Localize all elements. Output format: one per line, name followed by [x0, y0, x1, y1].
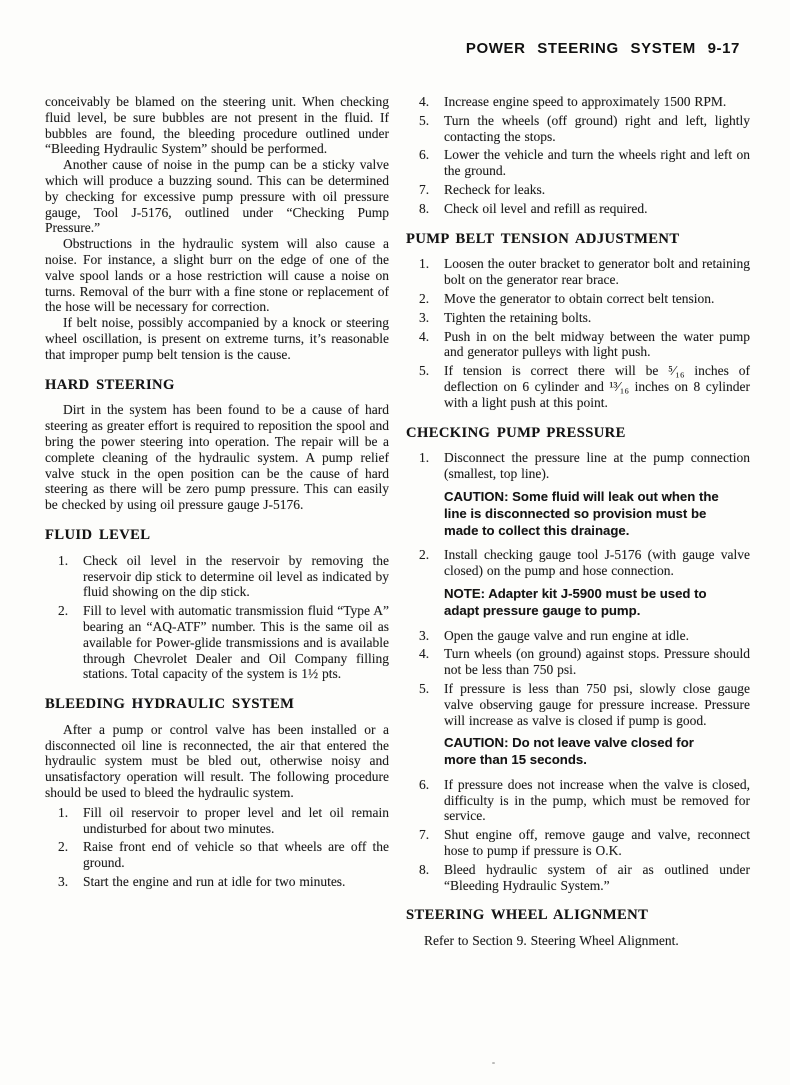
list-item-text: Check oil level and refill as required. [444, 200, 648, 216]
list-item-text: If pressure does not increase when the valve is closed, difficulty is in the pump, which must be removed for service. [444, 776, 750, 824]
list-item [45, 874, 389, 890]
list-item-number: 5. [419, 363, 430, 379]
section-heading-bleeding-hydraulic-system: BLEEDING HYDRAULIC SYSTEM [45, 696, 295, 713]
list-item-number: 3. [58, 874, 69, 890]
list-item-number: 5. [419, 112, 430, 128]
paragraph-continuation: conceivably be blamed on the steering unit. When checking fluid level, be sure bubbles are not present in the fluid. If bubbles are found, the bleeding procedure outlined under “Bleeding Hydraulic System” should be performed. [45, 94, 389, 157]
list-item-text: Turn wheels (on ground) against stops. Pressure should not be less than 750 psi. [444, 646, 750, 678]
numbered-list-bleeding [45, 805, 389, 890]
numbered-list-checking-pump-pressure [406, 450, 750, 893]
list-item-number: 6. [419, 776, 430, 792]
section-heading-checking-pump-pressure: CHECKING PUMP PRESSURE [406, 424, 626, 441]
list-item [406, 628, 750, 644]
caution-note: CAUTION: Some fluid will leak out when the line is disconnected so provision must be made to collect this drainage. [444, 488, 719, 538]
paragraph: Refer to Section 9. Steering Wheel Alignment. [424, 933, 679, 949]
paragraph: Dirt in the system has been found to be a cause of hard steering as greater effort is required to reposition the spool and bring the power steering into operation. The repair will be a complete cleaning of the hydraulic system. A pump relief valve stuck in the open position can be the cause of hard steering as there will be zero pump pressure. This can easily be checked by using oil pressure gauge J-5176. [45, 402, 389, 513]
numbered-list-pump-belt [406, 256, 750, 410]
list-item-text: Bleed hydraulic system of air as outlined under “Bleeding Hydraulic System.” [444, 861, 750, 893]
list-item-text: Check oil level in the reservoir by removing the reservoir dip stick to determine oil level as indicated by fluid showing on the dip stick. [83, 552, 389, 600]
list-item-number: 1. [419, 450, 430, 466]
scan-artifact-speck [492, 1062, 495, 1064]
list-item-text: Move the generator to obtain correct belt tension. [444, 290, 715, 306]
list-item-text: Start the engine and run at idle for two minutes. [83, 874, 346, 890]
list-item [406, 363, 750, 410]
list-item-text: Fill oil reservoir to proper level and let oil remain undisturbed for about two minutes. [83, 804, 389, 836]
list-item-number: 8. [419, 200, 430, 216]
list-item-number: 7. [419, 827, 430, 843]
list-item [406, 256, 750, 288]
section-heading-steering-wheel-alignment: STEERING WHEEL ALIGNMENT [406, 907, 649, 924]
page-header-title: POWER STEERING SYSTEM 9-17 [465, 40, 740, 57]
list-item [406, 94, 750, 110]
list-item-text: Disconnect the pressure line at the pump connection (smallest, top line). [444, 450, 750, 482]
right-column [406, 94, 750, 949]
list-item [406, 827, 750, 859]
list-item-number: 2. [419, 547, 430, 563]
list-item-number: 2. [58, 839, 69, 855]
list-item-number: 1. [58, 804, 69, 820]
list-item-number: 2. [419, 290, 430, 306]
list-item-number: 7. [419, 181, 430, 197]
list-item [406, 646, 750, 678]
caution-note: CAUTION: Do not leave valve closed for more than 15 seconds. [444, 735, 694, 768]
paragraph: After a pump or control valve has been installed or a disconnected oil line is reconnected, the air that entered the hydraulic system must be bled out, otherwise noisy and unsatisfactory operation will result. The following procedure should be used to bleed the hydraulic system. [45, 721, 389, 801]
section-heading-pump-belt-tension: PUMP BELT TENSION ADJUSTMENT [406, 230, 680, 247]
numbered-list-bleeding-continued [406, 94, 750, 217]
list-item [406, 450, 750, 482]
list-item-text: Install checking gauge tool J-5176 (with gauge valve closed) on the pump and hose connection. [444, 547, 750, 579]
list-item-text: Loosen the outer bracket to generator bolt and retaining bolt on the generator rear brace. [444, 256, 750, 288]
list-item-text: Increase engine speed to approximately 1500 RPM. [444, 94, 727, 109]
list-item-number: 1. [58, 552, 69, 568]
two-column-layout [0, 94, 790, 949]
list-item-number: 4. [419, 328, 430, 344]
list-item [406, 547, 750, 579]
list-item-number: 4. [419, 94, 430, 109]
list-item [406, 329, 750, 361]
page-header [0, 0, 790, 58]
list-item-number: 3. [419, 627, 430, 643]
adapter-note: NOTE: Adapter kit J-5900 must be used to adapt pressure gauge to pump. [444, 585, 707, 618]
paragraph: Another cause of noise in the pump can be a sticky valve which will produce a buzzing sound. This can be determined by checking for excessive pump pressure with oil pressure gauge, Tool J-5176, outlined under “Checking Pump Pressure.” [45, 157, 389, 236]
list-item [45, 805, 389, 837]
list-item-text: Fill to level with automatic transmission fluid “Type A” bearing an “AQ-ATF” number. This is the same oil as available for Power-glide transmissions and is available through Chevrolet Dealer and Oil Company filling stations. Total capacity of the system is 1½ pts. [83, 603, 389, 682]
list-item-number: 3. [419, 309, 430, 325]
section-heading-fluid-level: FLUID LEVEL [45, 526, 151, 543]
list-item [406, 113, 750, 145]
list-item-text: Push in on the belt midway between the water pump and generator pulleys with light push. [444, 328, 750, 360]
section-heading-hard-steering: HARD STEERING [45, 376, 175, 393]
list-item [406, 201, 750, 217]
list-item-text: Shut engine off, remove gauge and valve, reconnect hose to pump if pressure is O.K. [444, 827, 750, 859]
list-item-text: Recheck for leaks. [444, 181, 546, 197]
list-item [406, 862, 750, 894]
list-item-number: 4. [419, 646, 430, 662]
list-item-text: Raise front end of vehicle so that wheels are off the ground. [83, 839, 389, 871]
list-item [45, 603, 389, 682]
list-item [406, 681, 750, 728]
paragraph: If belt noise, possibly accompanied by a knock or steering wheel oscillation, is present on extreme turns, it’s reasonable that improper pump belt tension is the cause. [45, 315, 389, 362]
list-item-number: 8. [419, 861, 430, 877]
list-item [45, 553, 389, 600]
list-item [406, 182, 750, 198]
left-column [45, 94, 389, 949]
list-item-number: 6. [419, 147, 430, 163]
list-item [45, 839, 389, 871]
list-item-number: 2. [58, 603, 69, 619]
numbered-list-fluid-level [45, 553, 389, 682]
list-item-number: 5. [419, 680, 430, 696]
list-item [406, 291, 750, 307]
list-item-text: Turn the wheels (off ground) right and left, lightly contacting the stops. [444, 112, 750, 144]
list-item-number: 1. [419, 256, 430, 272]
list-item-text: Tighten the retaining bolts. [444, 309, 592, 325]
list-item-text: If tension is correct there will be ⁵⁄₁₆ inches of deflection on 6 cylinder and ¹³⁄₁₆ inches on 8 cylinder with a light push at this point. [444, 363, 750, 410]
list-item-text: Lower the vehicle and turn the wheels right and left on the ground. [444, 147, 750, 179]
paragraph: Obstructions in the hydraulic system will also cause a noise. For instance, a slight burr on the edge of one of the valve spool lands or a hose restriction will cause a noise on turns. Removal of the burr with a fine stone or replacement of the hose will be necessary for correction. [45, 236, 389, 315]
list-item [406, 147, 750, 179]
list-item-text: Open the gauge valve and run engine at idle. [444, 627, 690, 643]
list-item-text: If pressure is less than 750 psi, slowly close gauge valve observing gauge for pressure increase. Pressure will increase as valve is closed if pump is good. [444, 680, 750, 728]
list-item [406, 777, 750, 824]
list-item [406, 310, 750, 326]
